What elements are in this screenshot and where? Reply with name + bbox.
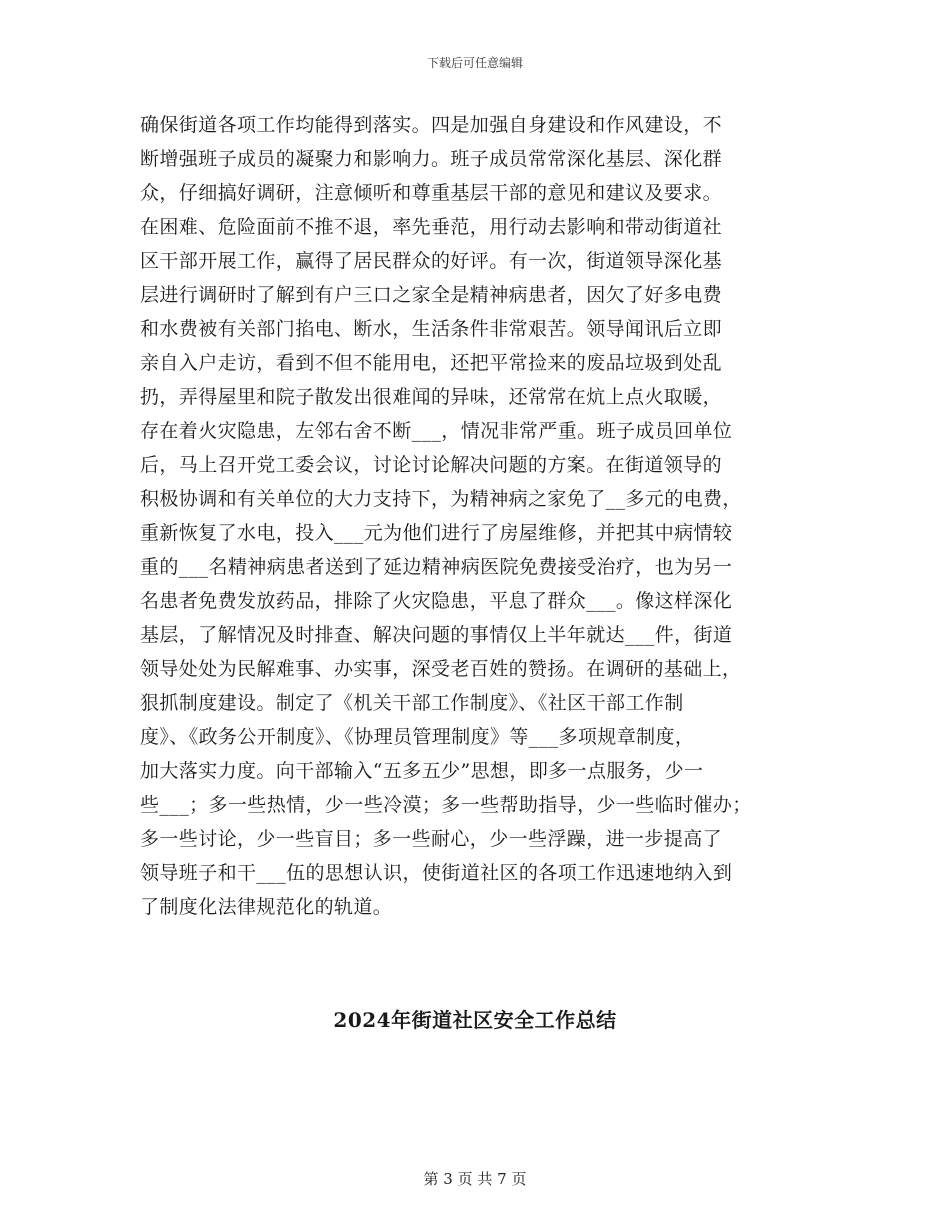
text-line: 众，仔细搞好调研，注意倾听和尊重基层干部的意见和建议及要求。 xyxy=(140,182,723,204)
text-line: 重新恢复了水电，投入___元为他们进行了房屋维修，并把其中病情较 xyxy=(140,522,733,544)
text-line: 些___；多一些热情，少一些冷漠；多一些帮助指导，少一些临时催办； xyxy=(140,794,752,816)
text-line: 在困难、危险面前不推不退，率先垂范，用行动去影响和带动街道社 xyxy=(140,216,723,238)
text-line: 了制度化法律规范化的轨道。 xyxy=(140,896,393,918)
text-line: 和水费被有关部门掐电、断水，生活条件非常艰苦。领导闻讯后立即 xyxy=(140,318,723,340)
document-title: 2024年街道社区安全工作总结 xyxy=(333,1008,617,1032)
text-line: 亲自入户走访，看到不但不能用电，还把平常捡来的废品垃圾到处乱 xyxy=(140,352,723,374)
page-header-note: 下载后可任意编辑 xyxy=(426,56,523,70)
page-number: 第 3 页 共 7 页 xyxy=(423,1170,527,1188)
text-line: 扔，弄得屋里和院子散发出很难闻的异味，还常常在炕上点火取暖， xyxy=(140,386,723,408)
text-line: 基层，了解情况及时排查、解决问题的事情仅上半年就达___件，街道 xyxy=(140,624,733,646)
text-line: 狠抓制度建设。制定了《机关干部工作制度》、《社区干部工作制 xyxy=(140,692,684,714)
text-line: 确保街道各项工作均能得到落实。四是加强自身建设和作风建设，不 xyxy=(140,114,723,136)
text-line: 存在着火灾隐患，左邻右舍不断___，情况非常严重。班子成员回单位 xyxy=(140,420,733,442)
text-line: 领导班子和干___伍的思想认识，使街道社区的各项工作迅速地纳入到 xyxy=(140,862,733,884)
text-line: 多一些讨论，少一些盲目；多一些耐心，少一些浮躁，进一步提高了 xyxy=(140,828,723,850)
text-line: 领导处处为民解难事、办实事，深受老百姓的赞扬。在调研的基础上， xyxy=(140,658,742,680)
text-line: 加大落实力度。向干部输入“五多五少”思想，即多一点服务，少一 xyxy=(140,760,704,782)
text-line: 层进行调研时了解到有户三口之家全是精神病患者，因欠了好多电费 xyxy=(140,284,723,306)
text-line: 区干部开展工作，赢得了居民群众的好评。有一次，街道领导深化基 xyxy=(140,250,723,272)
text-line: 积极协调和有关单位的大力支持下，为精神病之家免了__多元的电费， xyxy=(140,488,742,510)
text-line: 重的___名精神病患者送到了延边精神病医院免费接受治疗，也为另一 xyxy=(140,556,733,578)
text-line: 度》、《政务公开制度》、《协理员管理制度》等___多项规章制度， xyxy=(140,726,695,748)
body-text xyxy=(140,108,820,924)
text-line: 名患者免费发放药品，排除了火灾隐患，平息了群众___。像这样深化 xyxy=(140,590,733,612)
text-line: 后，马上召开党工委会议，讨论讨论解决问题的方案。在街道领导的 xyxy=(140,454,723,476)
text-line: 断增强班子成员的凝聚力和影响力。班子成员常常深化基层、深化群 xyxy=(140,148,723,170)
